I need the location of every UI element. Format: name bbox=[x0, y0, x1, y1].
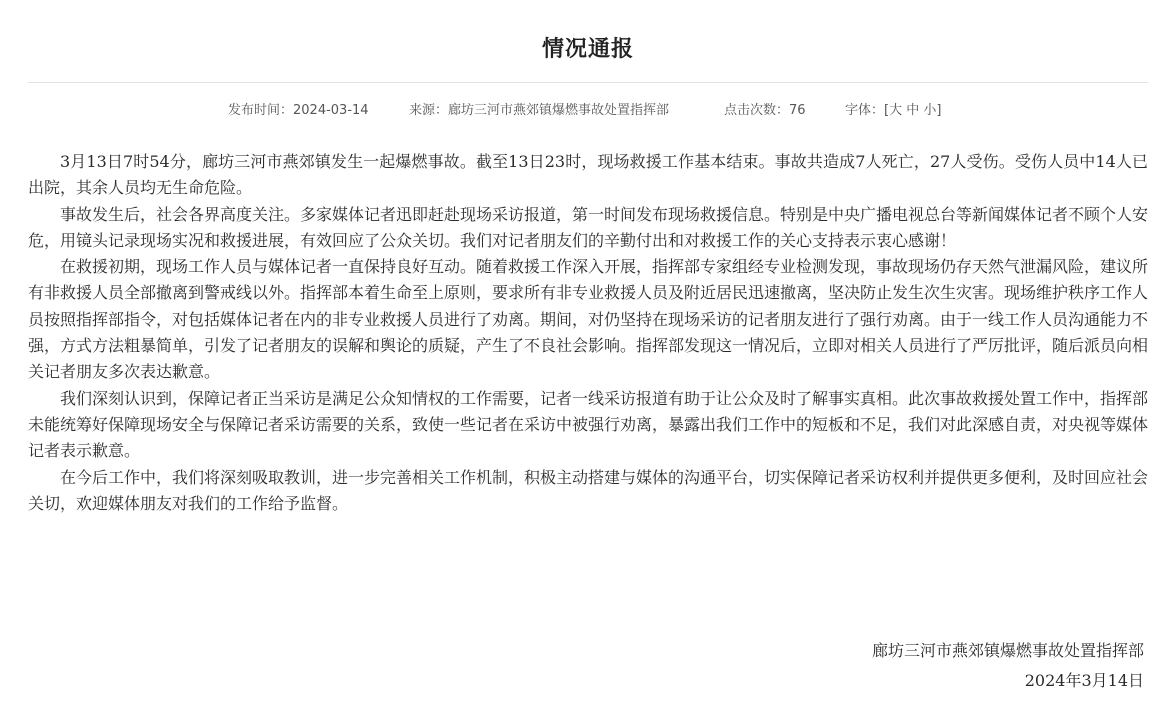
paragraph: 在救援初期，现场工作人员与媒体记者一直保持良好互动。随着救援工作深入开展，指挥部专家组经专业检测发现，事故现场仍存天然气泄漏风险，建议所有非救援人员全部撤离到警戒线以外。指挥部本着生命至上原则，要求所有非专业救援人员及附近居民迅速撤离，坚决防止发生次生灾害。现场维护秩序工作人员按照指挥部指令，对包括媒体记者在内的非专业救援人员进行了劝离。期间，对仍坚持在现场采访的记者朋友进行了强行劝离。由于一线工作人员沟通能力不强，方式方法粗暴简单，引发了记者朋友的误解和舆论的质疑，产生了不良社会影响。指挥部发现这一情况后，立即对相关人员进行了严厉批评，随后派员向相关记者朋友多次表达歉意。 bbox=[28, 257, 1149, 382]
font-size-label: 字体： bbox=[845, 103, 885, 118]
publish-time bbox=[228, 99, 369, 118]
source-label: 来源： bbox=[409, 103, 449, 118]
publish-time-value: 2024-03-14 bbox=[293, 103, 369, 118]
article-body bbox=[28, 149, 1148, 517]
title-divider bbox=[28, 82, 1148, 83]
publish-time-label: 发布时间： bbox=[228, 103, 294, 118]
click-count-label: 点击次数： bbox=[724, 103, 790, 118]
font-medium-link[interactable]: 中 bbox=[906, 103, 920, 118]
paragraph: 3月13日7时54分，廊坊三河市燕郊镇发生一起爆燃事故。截至13日23时，现场救援工作基本结束。事故共造成7人死亡，27人受伤。受伤人员中14人已出院，其余人员均无生命危险。 bbox=[28, 152, 1148, 198]
font-small-link[interactable]: 小 bbox=[923, 103, 937, 118]
click-count-value: 76 bbox=[789, 103, 806, 118]
paragraph: 事故发生后，社会各界高度关注。多家媒体记者迅即赶赴现场采访报道，第一时间发布现场救援信息。特别是中央广播电视总台等新闻媒体记者不顾个人安危，用镜头记录现场实况和救援进展，有效回应了公众关切。我们对记者朋友们的辛勤付出和对救援工作的关心支持表示衷心感谢！ bbox=[28, 204, 1149, 250]
article-meta bbox=[0, 96, 1176, 120]
font-large-link[interactable]: 大 bbox=[889, 103, 903, 118]
page-title: 情况通报 bbox=[541, 37, 634, 62]
font-bracket-open: [ bbox=[884, 103, 890, 118]
click-count bbox=[724, 99, 806, 118]
paragraph: 我们深刻认识到，保障记者正当采访是满足公众知情权的工作需要，记者一线采访报道有助于让公众及时了解事实真相。此次事故救援处置工作中，指挥部未能统筹好保障现场安全与保障记者采访需要的关系，致使一些记者在采访中被强行劝离，暴露出我们工作中的短板和不足，我们对此深感自责，对央视等媒体记者表示歉意。 bbox=[28, 388, 1149, 461]
font-size-switcher bbox=[845, 99, 942, 118]
source bbox=[409, 99, 669, 118]
signature-block bbox=[872, 636, 1144, 696]
paragraph: 在今后工作中，我们将深刻吸取教训，进一步完善相关工作机制，积极主动搭建与媒体的沟通平台，切实保障记者采访权利并提供更多便利，及时回应社会关切，欢迎媒体朋友对我们的工作给予监督。 bbox=[28, 467, 1149, 513]
signature-date: 2024年3月14日 bbox=[1024, 671, 1144, 690]
source-value: 廊坊三河市燕郊镇爆燃事故处置指挥部 bbox=[448, 103, 670, 118]
signature-org: 廊坊三河市燕郊镇爆燃事故处置指挥部 bbox=[871, 641, 1144, 660]
font-bracket-close: ] bbox=[936, 103, 942, 118]
